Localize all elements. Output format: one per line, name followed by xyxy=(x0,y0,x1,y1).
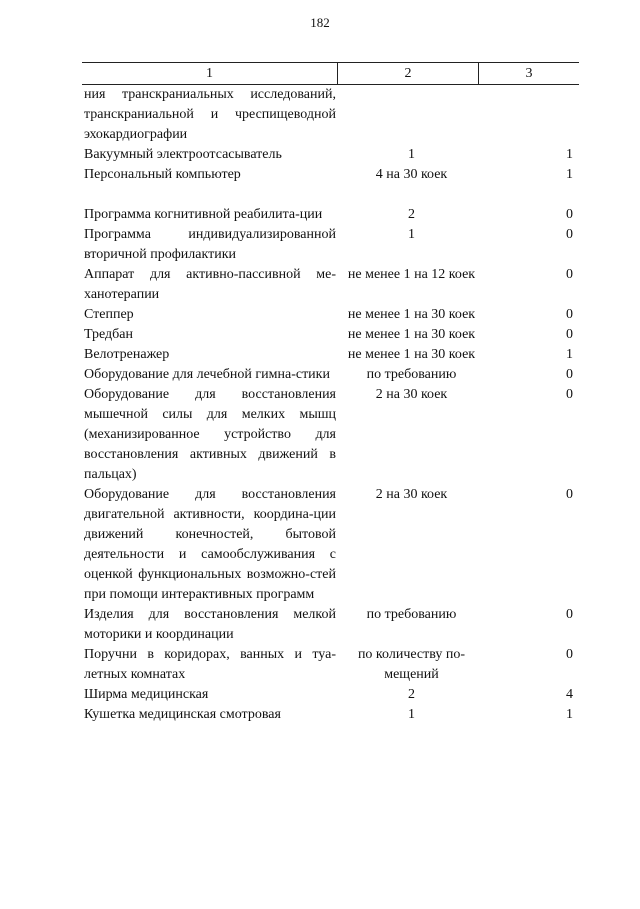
table-row xyxy=(82,605,579,645)
equipment-name: Ширма медицинская xyxy=(84,687,209,702)
quantity-column-3: 0 xyxy=(566,367,573,382)
quantity-standard: 1 xyxy=(408,227,415,242)
quantity-column-3: 0 xyxy=(566,207,573,222)
table-row xyxy=(82,325,579,345)
quantity-standard: 2 на 30 коек xyxy=(375,487,448,502)
table-row xyxy=(82,165,579,185)
quantity-column-3: 4 xyxy=(566,687,573,702)
quantity-standard: 1 xyxy=(408,707,415,722)
equipment-name: Изделия для восстановления мелкой моторики и координации xyxy=(84,607,336,642)
table-row xyxy=(82,205,579,225)
quantity-column-3: 0 xyxy=(566,327,573,342)
equipment-name: Аппарат для активно-пассивной ме-ханотерапии xyxy=(84,267,336,302)
column-header-3: 3 xyxy=(525,66,533,81)
quantity-column-3: 0 xyxy=(566,227,573,242)
quantity-column-3: 1 xyxy=(566,147,573,162)
table-row xyxy=(82,485,579,605)
quantity-standard: не менее 1 на 30 коек xyxy=(347,347,476,362)
quantity-standard: по количеству по-мещений xyxy=(357,647,466,682)
quantity-column-3: 0 xyxy=(566,487,573,502)
equipment-name: Персональный компьютер xyxy=(84,167,241,182)
quantity-column-3: 0 xyxy=(566,387,573,402)
equipment-name: Вакуумный электроотсасыватель xyxy=(84,147,282,162)
table-row xyxy=(82,225,579,265)
table-row xyxy=(82,305,579,325)
equipment-name: Кушетка медицинская смотровая xyxy=(84,707,281,722)
quantity-column-3: 1 xyxy=(566,167,573,182)
equipment-name: Оборудование для восстановления мышечной силы для мелких мышц (механизированное устройство для восстановления активных движений в пальцах) xyxy=(84,387,336,482)
table-row xyxy=(82,145,579,165)
quantity-column-3: 0 xyxy=(566,307,573,322)
quantity-standard: не менее 1 на 30 коек xyxy=(347,307,476,322)
quantity-standard: 1 xyxy=(408,147,415,162)
equipment-name: Велотренажер xyxy=(84,347,170,362)
table-row xyxy=(82,365,579,385)
equipment-name: Поручни в коридорах, ванных и туа-летных комнатах xyxy=(84,647,336,682)
quantity-standard: 4 на 30 коек xyxy=(375,167,448,182)
quantity-standard: 2 xyxy=(408,687,415,702)
equipment-name: Программа когнитивной реабилита-ции xyxy=(84,207,323,222)
table-header-row xyxy=(82,63,579,85)
equipment-name: Программа индивидуализированной вторичной профилактики xyxy=(84,227,336,262)
table-row xyxy=(82,265,579,305)
quantity-column-3: 0 xyxy=(566,267,573,282)
quantity-standard: по требованию xyxy=(366,607,457,622)
table-row xyxy=(82,645,579,685)
quantity-standard: 2 xyxy=(408,207,415,222)
quantity-standard: не менее 1 на 30 коек xyxy=(347,327,476,342)
quantity-column-3: 0 xyxy=(566,607,573,622)
equipment-name: Степпер xyxy=(84,307,134,322)
quantity-standard: 2 на 30 коек xyxy=(375,387,448,402)
quantity-standard: по требованию xyxy=(366,367,457,382)
equipment-name: ния транскраниальных исследований, транскраниальной и чреспищеводной эхокардиографии xyxy=(84,87,336,142)
page-number: 182 xyxy=(310,15,330,30)
column-header-2: 2 xyxy=(338,63,479,84)
equipment-name: Оборудование для лечебной гимна-стики xyxy=(84,367,330,382)
quantity-column-3 xyxy=(479,85,579,145)
table-row xyxy=(82,685,579,705)
table-row xyxy=(82,85,579,145)
equipment-name: Оборудование для восстановления двигательной активности, координа-ции движений конечностей, бытовой деятельности и самообслуживания с оценкой функциональных возможно-стей при помощи интерактивных программ xyxy=(84,487,336,602)
quantity-standard: не менее 1 на 12 коек xyxy=(347,267,476,282)
table-row xyxy=(82,345,579,365)
quantity-column-3: 0 xyxy=(566,647,573,662)
equipment-table xyxy=(82,62,579,725)
quantity-standard xyxy=(336,85,479,145)
table-row xyxy=(82,705,579,725)
table-row xyxy=(82,385,579,485)
equipment-name: Тредбан xyxy=(84,327,133,342)
quantity-column-3: 1 xyxy=(566,707,573,722)
table-body xyxy=(82,85,579,725)
column-header-1: 1 xyxy=(82,63,338,84)
quantity-column-3: 1 xyxy=(566,347,573,362)
